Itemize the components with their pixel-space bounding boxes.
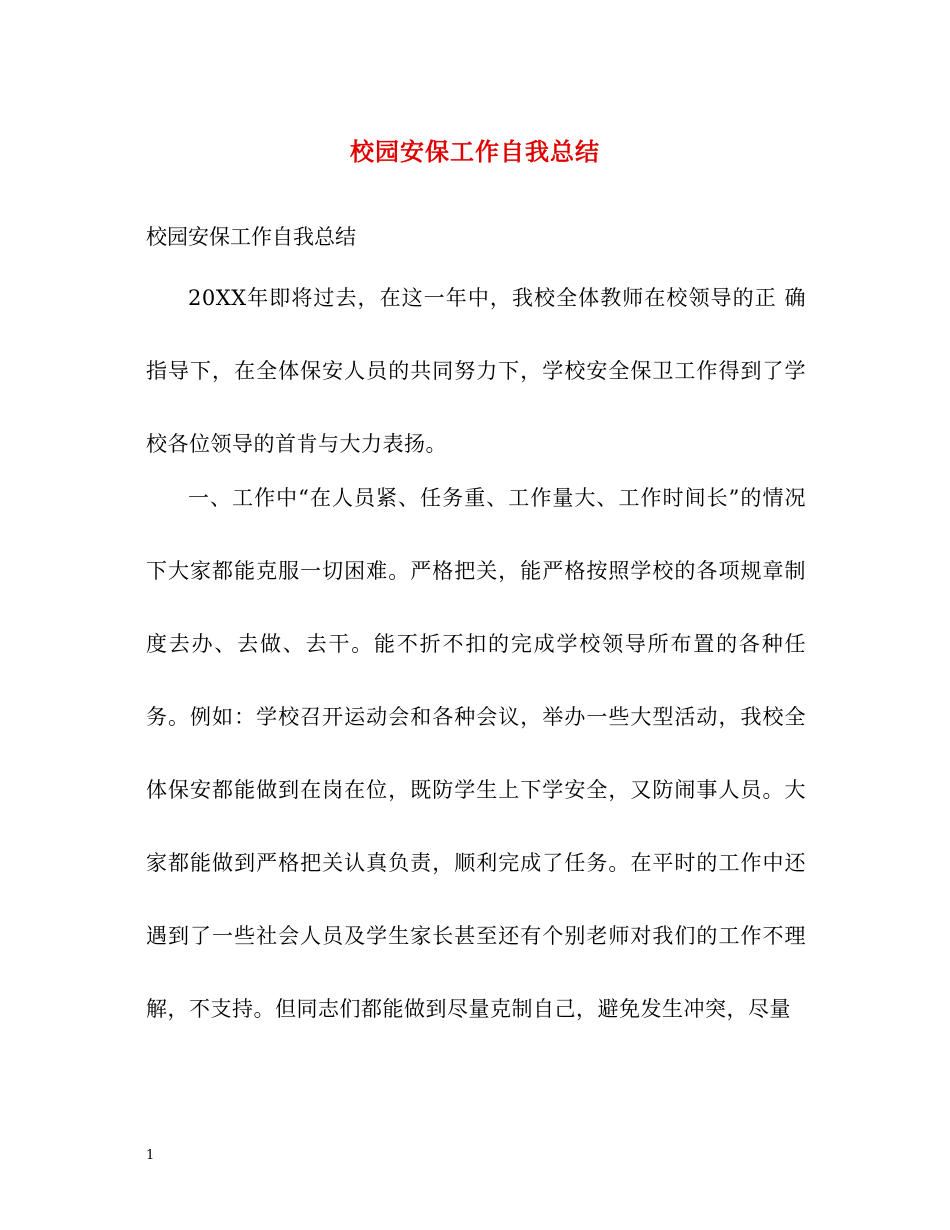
- document-title: 校园安保工作自我总结: [350, 137, 600, 166]
- paragraph-intro: 20XX年即将过去，在这一年中，我校全体教师在校领导的正 确指导下，在全体保安人员的共同努力下，学校安全保卫工作得到了学校各位领导的首肯与大力表扬。: [146, 286, 806, 456]
- paragraph-section-one: 一、工作中“在人员紧、任务重、工作量大、工作时间长”的情况下大家都能克服一切困难。严格把关，能严格按照学校的各项规章制度去办、去做、去干。能不折不扣的完成学校领导所布置的各种任务。例如：学校召开运动会和各种会议，举办一些大型活动，我校全体保安都能做到在岗在位，既防学生上下学安全，又防闹事人员。大家都能做到严格把关认真负责，顺利完成了任务。在平时的工作中还遇到了一些社会人员及学生家长甚至还有个别老师对我们的工作不理解，不支持。但同志们都能做到尽量克制自己，避免发生冲突，尽量: [146, 486, 806, 1021]
- document-subtitle: 校园安保工作自我总结: [146, 225, 356, 249]
- page-number: 1: [146, 1148, 155, 1163]
